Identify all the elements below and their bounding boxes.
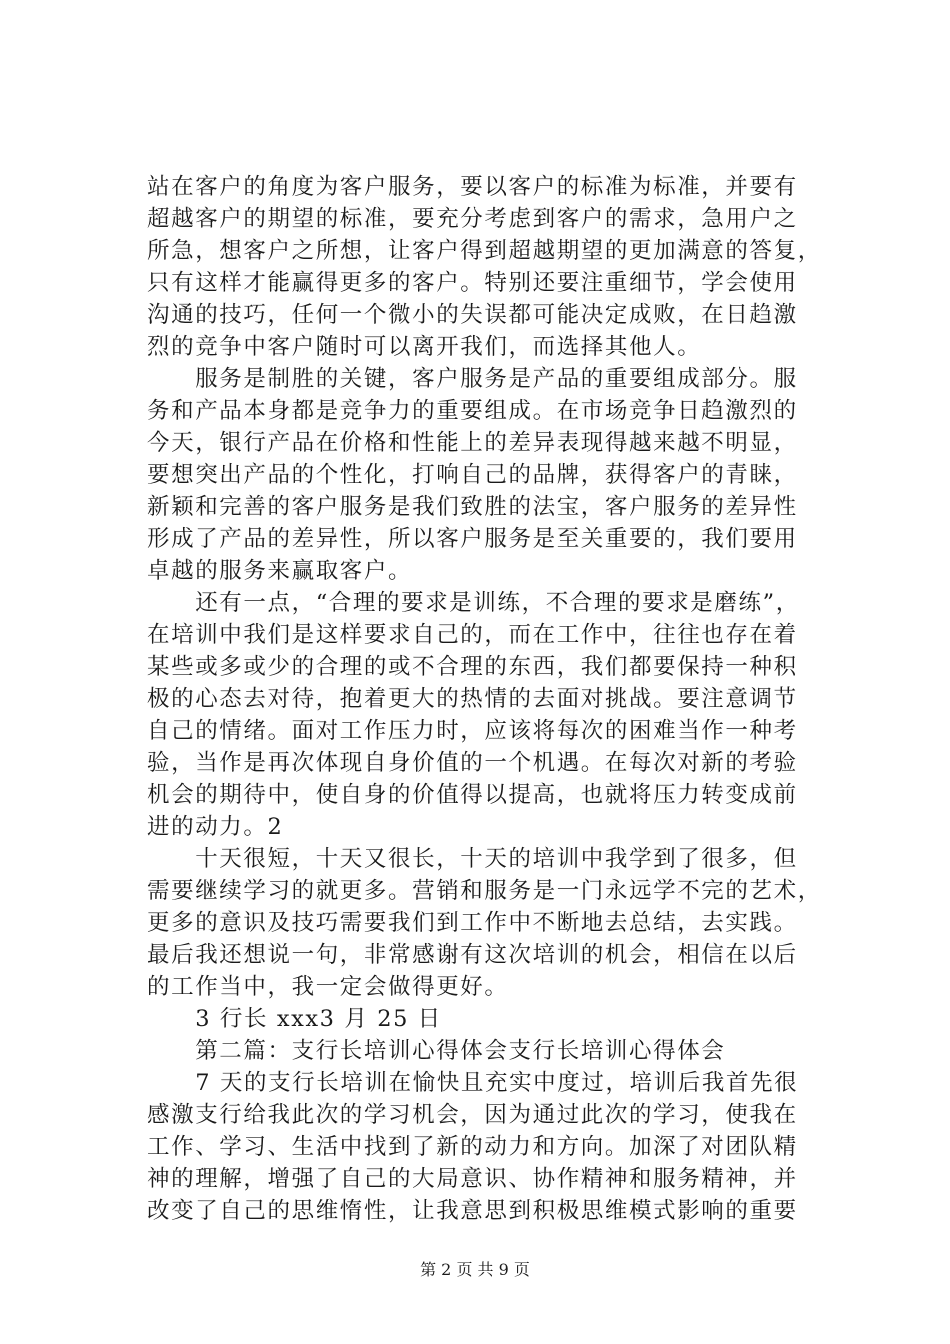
text-line: 7 天的支行长培训在愉快且充实中度过，培训后我首先很 (147, 1070, 799, 1096)
signature-line: 3 行长 xxx3 月 25 日 (147, 1006, 442, 1032)
text-line: 某些或多或少的合理的或不合理的东西，我们都要保持一种积 (147, 654, 798, 680)
text-line: 改变了自己的思维惰性，让我意思到积极思维模式影响的重要 (147, 1198, 798, 1224)
text-line: 验，当作是再次体现自身价值的一个机遇。在每次对新的考验 (147, 750, 798, 776)
text-line: 只有这样才能赢得更多的客户。特别还要注重细节，学会使用 (147, 270, 798, 296)
text-line: 十天很短，十天又很长，十天的培训中我学到了很多，但 (147, 846, 798, 872)
text-line: 最后我还想说一句，非常感谢有这次培训的机会，相信在以后 (147, 942, 798, 968)
text-line: 极的心态去对待，抱着更大的热情的去面对挑战。要注意调节 (147, 686, 798, 712)
text-line: 站在客户的角度为客户服务，要以客户的标准为标准，并要有 (147, 174, 798, 200)
text-line: 还有一点，“合理的要求是训练，不合理的要求是磨练”， (147, 590, 800, 616)
text-line: 超越客户的期望的标准，要充分考虑到客户的需求，急用户之 (147, 206, 798, 232)
text-line: 新颖和完善的客户服务是我们致胜的法宝，客户服务的差异性 (147, 494, 798, 520)
text-line: 务和产品本身都是竞争力的重要组成。在市场竞争日趋激烈的 (147, 398, 798, 424)
text-line: 自己的情绪。面对工作压力时，应该将每次的困难当作一种考 (147, 718, 798, 744)
body-text (147, 171, 837, 1227)
text-line: 进的动力。2 (147, 814, 284, 840)
text-line: 沟通的技巧，任何一个微小的失误都可能决定成败，在日趋激 (147, 302, 798, 328)
text-line: 工作、学习、生活中找到了新的动力和方向。加深了对团队精 (147, 1134, 798, 1160)
text-line: 烈的竞争中客户随时可以离开我们，而选择其他人。 (147, 334, 702, 360)
text-line: 服务是制胜的关键，客户服务是产品的重要组成部分。服 (147, 366, 798, 392)
text-line: 需要继续学习的就更多。营销和服务是一门永远学不完的艺术， (147, 878, 822, 904)
text-line: 的工作当中，我一定会做得更好。 (147, 974, 509, 1000)
page-footer: 第 2 页 共 9 页 (420, 1260, 530, 1279)
text-line: 形成了产品的差异性，所以客户服务是至关重要的，我们要用 (147, 526, 798, 552)
text-line: 今天，银行产品在价格和性能上的差异表现得越来越不明显， (147, 430, 798, 456)
section-heading: 第二篇：支行长培训心得体会支行长培训心得体会 (147, 1038, 726, 1064)
text-line: 卓越的服务来赢取客户。 (147, 558, 413, 584)
text-line: 机会的期待中，使自身的价值得以提高，也就将压力转变成前 (147, 782, 798, 808)
text-line: 更多的意识及技巧需要我们到工作中不断地去总结，去实践。 (147, 910, 798, 936)
text-line: 要想突出产品的个性化，打响自己的品牌，获得客户的青睐， (147, 462, 798, 488)
text-line: 在培训中我们是这样要求自己的，而在工作中，往往也存在着 (147, 622, 798, 648)
text-line: 神的理解，增强了自己的大局意识、协作精神和服务精神，并 (147, 1166, 798, 1192)
text-line: 感激支行给我此次的学习机会，因为通过此次的学习，使我在 (147, 1102, 798, 1128)
text-line: 所急，想客户之所想，让客户得到超越期望的更加满意的答复， (147, 238, 822, 264)
